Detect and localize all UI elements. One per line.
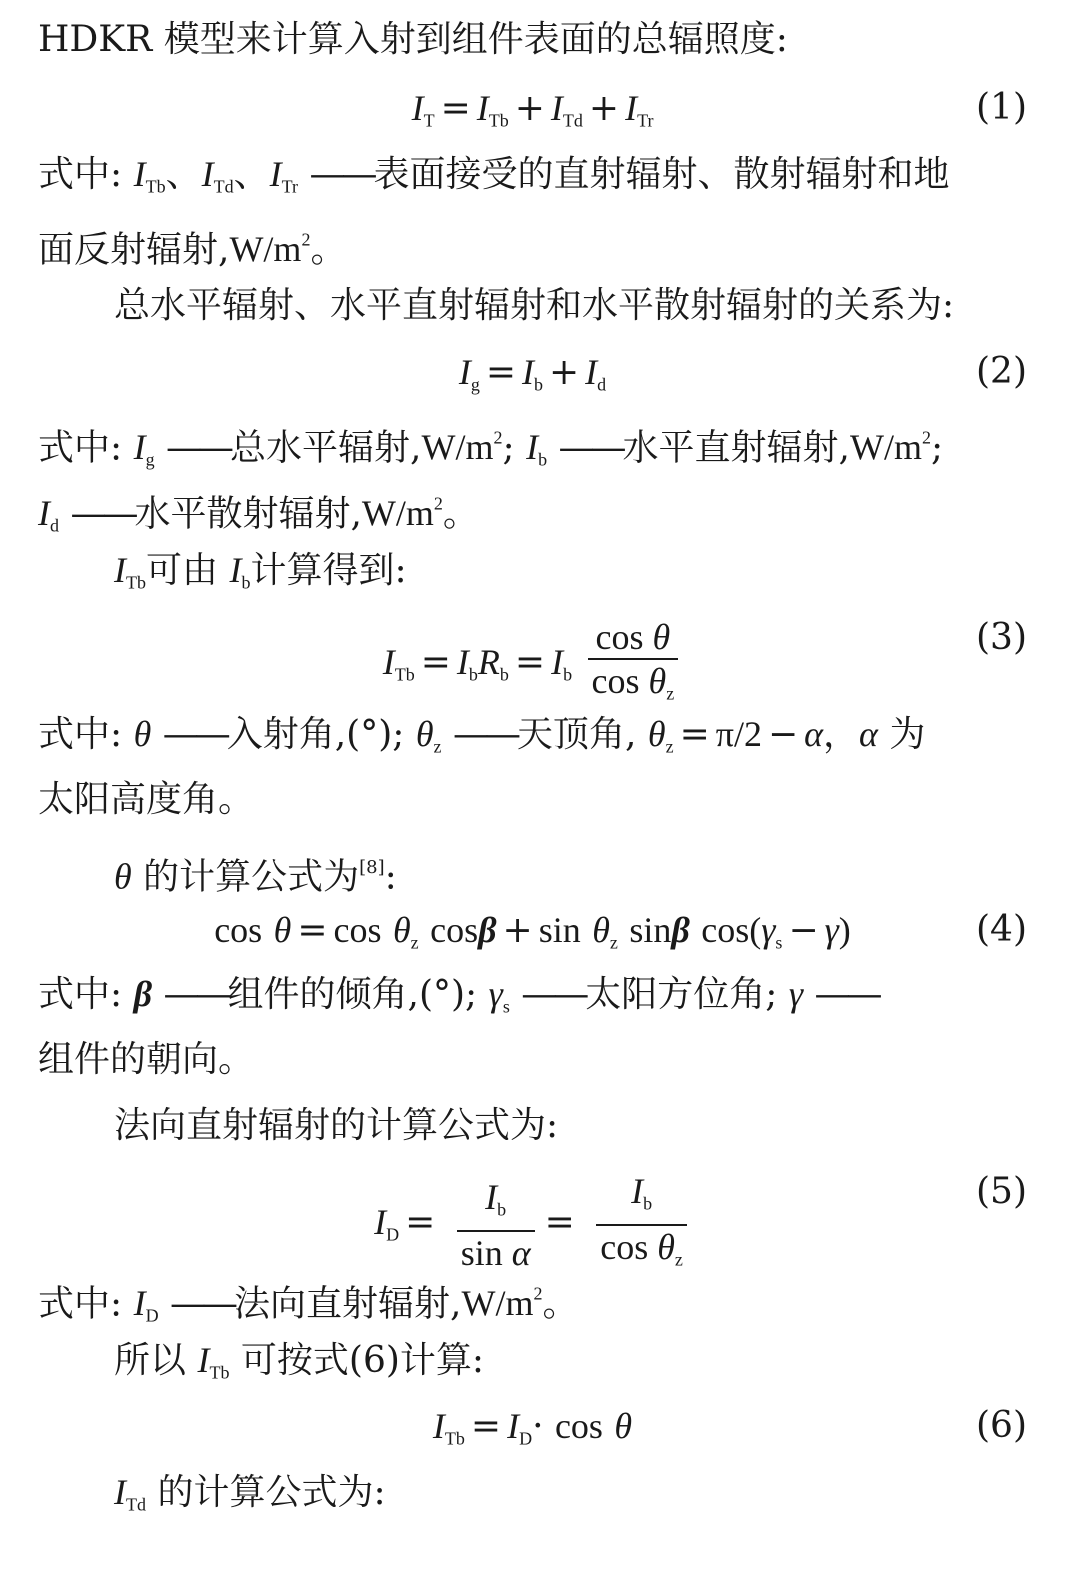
equation-number-6: (6): [976, 1405, 1027, 1446]
definition-1-cont: 面反射辐射$,W/m^2$。: [38, 229, 347, 271]
label-shizhong: 式中:: [38, 427, 123, 469]
def5-text: 法向直射辐射,: [234, 1283, 462, 1325]
definition-3: 式中: θ ——入射角,(°); $\theta_z$ ——天顶角, $\theta_z = \pi/2 - \alpha$，α 为: [38, 714, 926, 757]
def1b-text: 面反射辐射,: [38, 229, 230, 271]
equation-1: $I_T = I_{Tb} + I_{Td} + I_{Tr}$ (1): [411, 87, 1027, 131]
def3b-text: 天顶角,: [517, 714, 637, 755]
p6a-text: 所以: [114, 1340, 198, 1381]
definition-3-cont: 太阳高度角。: [38, 779, 255, 820]
definition-4: 式中: β ——组件的倾角,(°); $\gamma_s$ ——太阳方位角; γ ——: [38, 974, 879, 1017]
paragraph-4: θ 的计算公式为[8]:: [114, 856, 397, 898]
label-shizhong: 式中:: [38, 154, 123, 195]
p3a-text: 可由: [146, 550, 230, 591]
equation-6: $I_{Tb} = I_D\cdot \cos \theta$ (6): [432, 1405, 1027, 1449]
label-shizhong: 式中:: [38, 714, 123, 755]
equation-number-1: (1): [976, 87, 1027, 128]
fraction: $\frac{\text{cos θ}}{\cos \theta_z}$: [588, 616, 679, 714]
label-shizhong: 式中:: [38, 1283, 123, 1325]
def2b-text: 水平直射辐射,: [622, 427, 850, 469]
def3a-text: 入射角,(°);: [226, 714, 405, 755]
equation-5: $I_D$ = $\frac{I_b}{\text{sin α}}$ = $\frac{I_b}{\cos \theta_z}$ (5): [38, 1170, 1027, 1281]
citation-ref: [8]: [359, 857, 385, 878]
definition-2-cont: $I_d$ ——水平散射辐射$,W/m^2$。: [38, 493, 479, 536]
equation-number-2: (2): [976, 351, 1027, 392]
p3b-text: 计算得到:: [250, 550, 407, 591]
fraction: $\frac{I_b}{\cos \theta_z}$: [596, 1170, 687, 1281]
equation-number-4: (4): [976, 909, 1027, 950]
def1-text: 表面接受的直射辐射、散射辐射和地: [373, 154, 950, 195]
def3c-text: 为: [877, 714, 926, 755]
p4-text: 的计算公式为: [131, 856, 360, 898]
label-shizhong: 式中:: [38, 974, 123, 1015]
p6b-text: 可按式(6)计算:: [229, 1340, 485, 1381]
definition-5: 式中: $I_D$ ——法向直射辐射$,W/m^2$。: [38, 1283, 579, 1326]
equation-number-5: (5): [976, 1171, 1027, 1212]
fraction: $\frac{I_b}{\text{sin α}}$: [457, 1176, 535, 1274]
equation-2: $I_g = I_b + I_d$ (2): [458, 351, 1027, 395]
equation-4: $\cos \theta = \cos \theta_z$ $\cos\beta + \sin \theta_z$ sinβ $\cos(\gamma_s - \gamma)$ (4): [214, 909, 1027, 953]
paragraph-6: 所以 $I_{Tb}$ 可按式(6)计算:: [114, 1340, 485, 1383]
equation-3: $I_{Tb} = I_bR_b = I_b$ $\frac{\text{cos θ}}{\cos \theta_z}$ (3): [38, 616, 1027, 714]
paragraph-2: 总水平辐射、水平直射辐射和水平散射辐射的关系为:: [114, 285, 955, 326]
intro-line: HDKR 模型来计算入射到组件表面的总辐照度:: [38, 19, 788, 60]
def2a-text: 总水平辐射,: [230, 427, 422, 469]
paragraph-3: $I_{Tb}$可由 $I_b$计算得到:: [114, 550, 407, 593]
definition-2: 式中: $I_g$ ——总水平辐射$,W/m^2$; $I_b$ ——水平直射辐射$,W/m^2$;: [38, 427, 944, 470]
definition-1: 式中: $I_{Tb}$、$I_{Td}$、$I_{Tr}$ ——表面接受的直射辐射、散射辐射和地: [38, 154, 950, 197]
equation-number-3: (3): [976, 617, 1027, 658]
definition-4-cont: 组件的朝向。: [38, 1039, 255, 1080]
def4a-text: 组件的倾角,(°);: [227, 974, 478, 1015]
p7-text: 的计算公式为:: [146, 1472, 386, 1513]
def4b-text: 太阳方位角;: [585, 974, 778, 1015]
def2c-text: 水平散射辐射,: [134, 493, 362, 535]
paragraph-7: $I_{Td}$ 的计算公式为:: [114, 1472, 386, 1515]
paragraph-5: 法向直射辐射的计算公式为:: [114, 1105, 559, 1146]
